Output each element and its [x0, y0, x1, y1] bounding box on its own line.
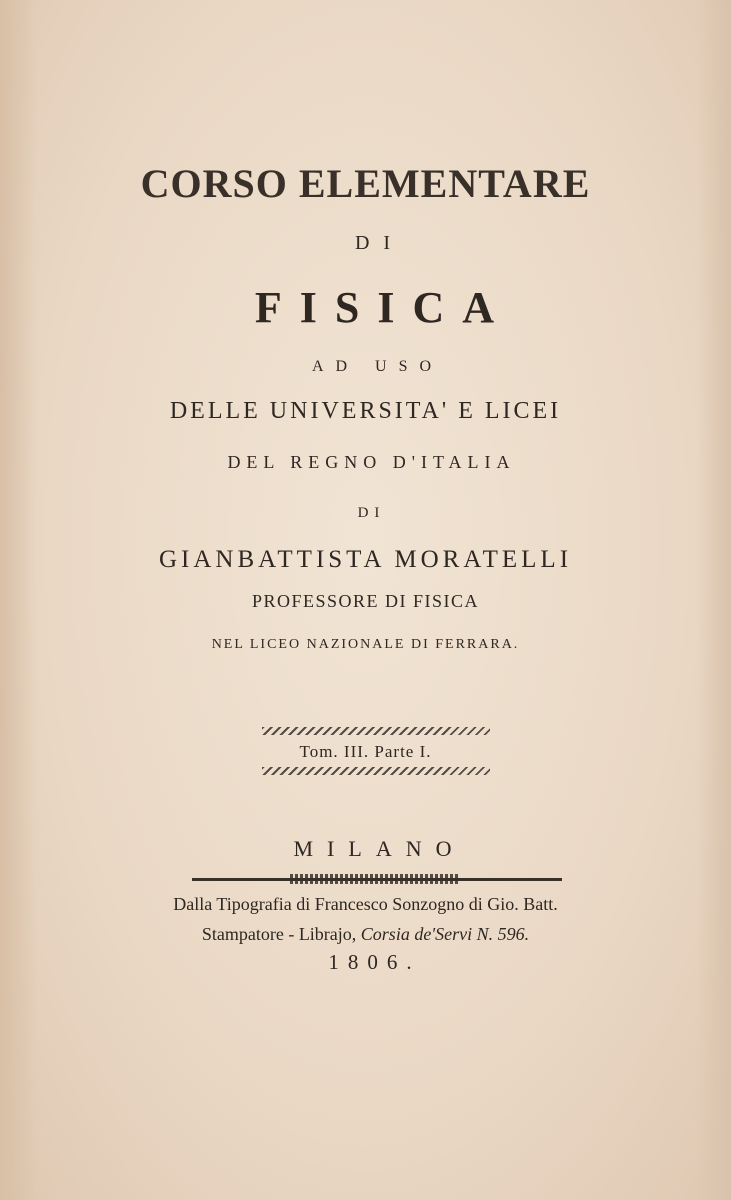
author-role: PROFESSORE DI FISICA — [251, 591, 480, 611]
publication-year: 1806. — [328, 950, 421, 974]
title-connector: DI — [354, 232, 405, 254]
by-line: DI — [357, 505, 386, 521]
ornament-rule-bottom — [262, 767, 490, 775]
imprint-city: MILANO — [293, 836, 466, 861]
audience-line-2: DEL REGNO D'ITALIA — [227, 452, 516, 472]
publisher-role: Stampatore - Librajo, — [201, 924, 357, 944]
printer-line: Dalla Tipografia di Francesco Sonzogno di Gio. Batt. — [173, 894, 558, 914]
audience-line-1: DELLE UNIVERSITA' E LICEI — [169, 398, 562, 424]
publisher-line — [0, 924, 731, 945]
volume-label: Tom. III. Parte I. — [299, 742, 432, 761]
book-title: CORSO ELEMENTARE — [140, 161, 591, 206]
author-institution: NEL LICEO NAZIONALE DI FERRARA. — [211, 637, 520, 652]
publisher-address: Corsia de'Servi N. 596. — [360, 924, 530, 944]
book-subject: FISICA — [254, 283, 513, 332]
author-name: GIANBATTISTA MORATELLI — [158, 546, 573, 573]
ad-uso-line: AD USO — [311, 358, 444, 375]
ornament-rule-top — [262, 727, 490, 735]
imprint-divider-ornament — [290, 874, 460, 884]
